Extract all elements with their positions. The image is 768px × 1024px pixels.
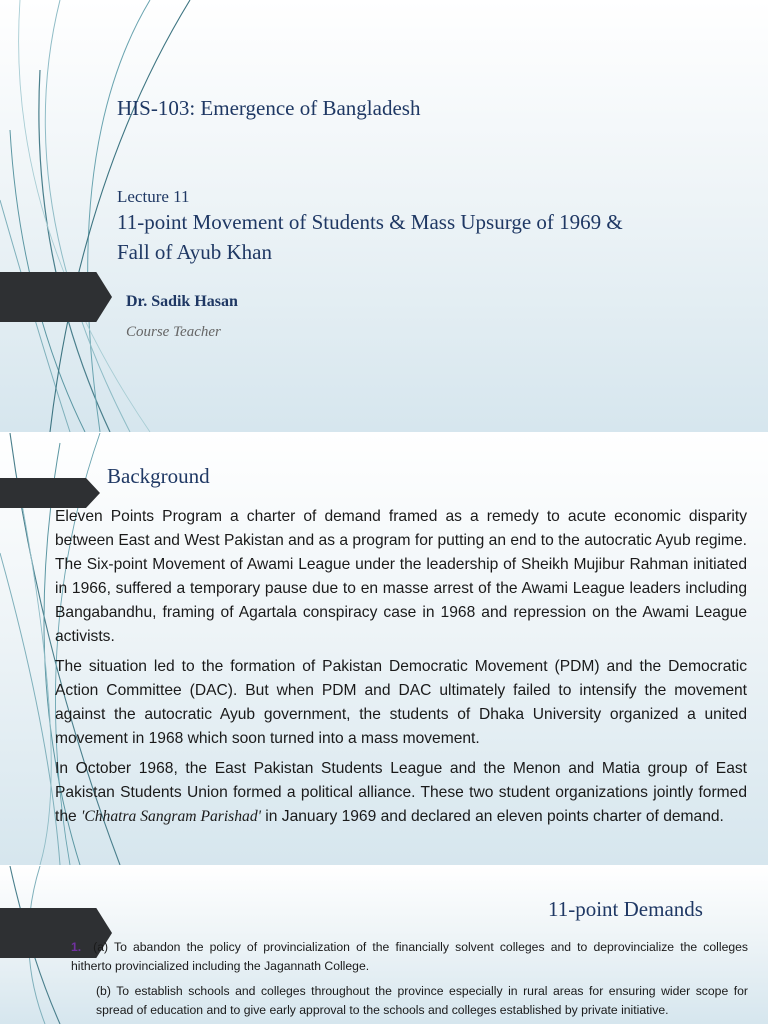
- demand-number: 1.: [71, 940, 82, 954]
- paragraph-2: The situation led to the formation of Pakistan Democratic Movement (PDM) and the Democratic Action Committee (DAC). But when PDM and DAC ultimately failed to intensify the movement against the autocratic Ayub government, the students of Dhaka University organized a united movement in 1968 which soon turned into a mass movement.: [55, 658, 747, 747]
- demand-item-1b: (b) To establish schools and colleges throughout the province especially in rural areas for ensuring wider scope for spread of education and to give early approval to the schools and colleges established by private initiative.: [96, 984, 748, 1017]
- paragraph-3-text-end: in January 1969 and declared an eleven points charter of demand.: [260, 808, 724, 825]
- paragraph-3: [55, 757, 747, 829]
- course-title: HIS-103: Emergence of Bangladesh: [117, 96, 421, 120]
- paragraph-3-text-start: In October 1968, the East Pakistan Students League and the Menon and Matia group of East Pakistan Students Union formed a political alliance. These two student organizations jointly formed the: [55, 760, 747, 825]
- background-slide: [0, 433, 768, 865]
- demands-slide: [0, 866, 768, 1024]
- lecture-number: Lecture 11: [117, 187, 190, 206]
- slide-marker-tab: [0, 478, 100, 508]
- author-name: Dr. Sadik Hasan: [126, 293, 238, 310]
- section-heading: Background: [107, 464, 210, 488]
- paragraph-3-italic-name: 'Chhatra Sangram Parishad': [81, 808, 261, 825]
- title-slide: [0, 0, 768, 432]
- author-role: Course Teacher: [126, 324, 221, 340]
- demand-item-1a: [71, 938, 748, 976]
- demand-1a-text: (a) To abandon the policy of provincialization of the financially solvent colleges and to deprovincialize the colleges hitherto provincialized including the Jagannath College.: [71, 940, 748, 973]
- section-heading: 11-point Demands: [548, 897, 703, 921]
- slide-marker-tab: [0, 272, 112, 322]
- paragraph-1: Eleven Points Program a charter of demand framed as a remedy to acute economic disparity between East and West Pakistan and as a program for putting an end to the autocratic Ayub regime. The Six-point Movement of Awami League under the leadership of Sheikh Mujibur Rahman initiated in 1966, suffered a temporary pause due to en masse arrest of the Awami League leaders including Bangabandhu, framing of Agartala conspiracy case in 1968 and repression on the Awami League activists.: [55, 508, 747, 645]
- lecture-topic-line2: Fall of Ayub Khan: [117, 240, 272, 264]
- lecture-topic-line1: 11-point Movement of Students & Mass Upsurge of 1969 &: [117, 210, 623, 234]
